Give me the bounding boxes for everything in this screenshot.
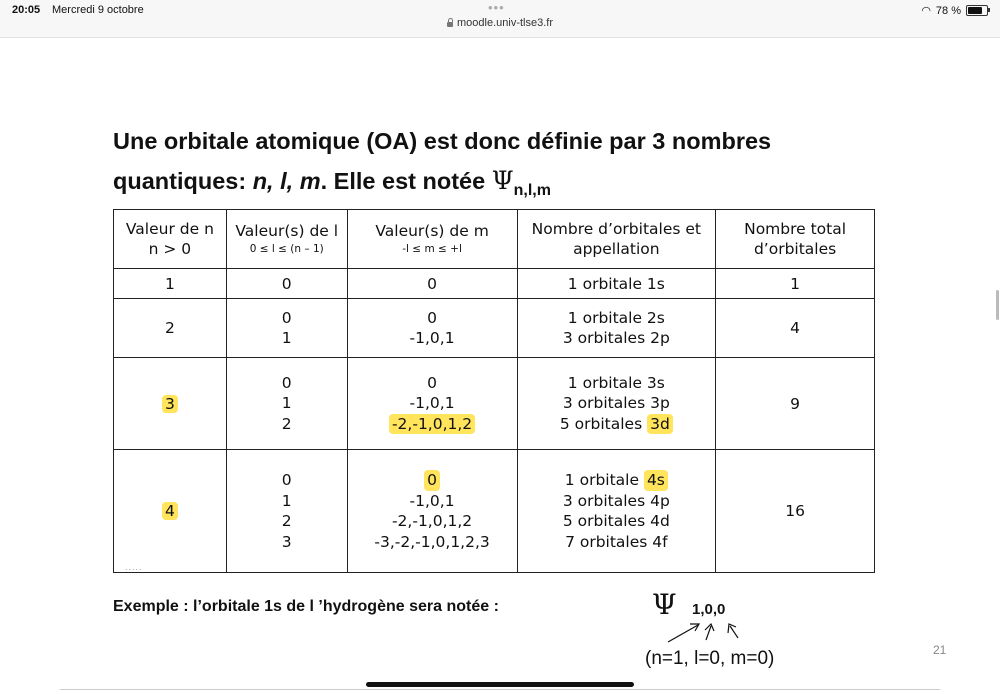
- highlighted-n: 4: [162, 502, 178, 520]
- footnote-dots: .....: [125, 562, 143, 572]
- cell-orbitals: 1 orbitale 4s 3 orbitales 4p 5 orbitales 4d 7 orbitales 4f: [517, 450, 716, 573]
- highlighted-3d: 3d: [647, 414, 673, 435]
- table-row: [114, 299, 875, 358]
- battery-fill: [968, 7, 982, 14]
- battery-icon: [966, 5, 988, 16]
- title-text-1: Une orbitale atomique (OA) est donc définie par 3 nombres quantiques:: [113, 128, 772, 194]
- cell-m: 0: [347, 269, 517, 299]
- wifi-icon: ◠: [921, 5, 931, 17]
- cell-total: 16: [716, 450, 875, 573]
- cell-total: 4: [716, 299, 875, 358]
- table-row: [114, 269, 875, 299]
- battery-percent: 78 %: [935, 4, 961, 17]
- status-bar: [0, 0, 1000, 38]
- cell-n: 2: [114, 299, 227, 358]
- psi-symbol: Ψ: [491, 166, 514, 195]
- cell-total: 9: [716, 358, 875, 450]
- slide-title: [113, 122, 873, 210]
- home-indicator[interactable]: [366, 682, 634, 687]
- title-italic: n, l, m: [252, 168, 321, 194]
- psi-subscript: n,l,m: [513, 182, 551, 199]
- title-text-2: . Elle est notée: [320, 168, 492, 194]
- url-text: moodle.univ-tlse3.fr: [457, 17, 553, 29]
- header-l: Valeur(s) de l 0 ≤ l ≤ (n – 1): [226, 210, 347, 269]
- cell-orbitals: 1 orbitale 1s: [517, 269, 716, 299]
- header-m: Valeur(s) de m -l ≤ m ≤ +l: [347, 210, 517, 269]
- cell-total: 1: [716, 269, 875, 299]
- table-row: [114, 450, 875, 573]
- header-n: Valeur de n n > 0: [114, 210, 227, 269]
- cell-m: 0 -1,0,1 -2,-1,0,1,2 -3,-2,-1,0,1,2,3: [347, 450, 517, 573]
- header-orbitals: Nombre d’orbitales et appellation: [517, 210, 716, 269]
- lock-icon: [447, 22, 453, 27]
- cell-l: 0 1 2: [226, 358, 347, 450]
- highlighted-m: -2,-1,0,1,2: [389, 414, 475, 435]
- cell-n: 1: [114, 269, 227, 299]
- example-label: Exemple : l’orbitale 1s de l ’hydrogène sera notée :: [113, 598, 499, 615]
- cell-m: 0 -1,0,1 -2,-1,0,1,2: [347, 358, 517, 450]
- arrows-icon: [662, 618, 752, 648]
- status-date: Mercredi 9 octobre: [52, 4, 144, 16]
- address-bar[interactable]: [0, 17, 1000, 29]
- table-header-row: [114, 210, 875, 269]
- scroll-indicator[interactable]: [996, 290, 999, 320]
- highlighted-m0: 0: [424, 470, 440, 491]
- cell-n: [114, 358, 227, 450]
- cell-l: 0 1 2 3: [226, 450, 347, 573]
- more-dots-icon[interactable]: •••: [488, 0, 505, 15]
- highlighted-n: 3: [162, 395, 178, 413]
- cell-l: 0: [226, 269, 347, 299]
- status-time: 20:05: [12, 4, 41, 16]
- example-psi-subscript: 1,0,0: [692, 601, 726, 618]
- cell-m: 0 -1,0,1: [347, 299, 517, 358]
- highlighted-4s: 4s: [644, 470, 668, 491]
- cell-l: 0 1: [226, 299, 347, 358]
- status-right: [921, 4, 988, 17]
- cell-orbitals: 1 orbitale 3s 3 orbitales 3p 5 orbitales 3d: [517, 358, 716, 450]
- example-psi-symbol: Ψ: [652, 588, 677, 621]
- page-number: 21: [933, 643, 947, 657]
- table-row: [114, 358, 875, 450]
- cell-orbitals: 1 orbitale 2s 3 orbitales 2p: [517, 299, 716, 358]
- page-divider: [60, 689, 940, 690]
- header-total: Nombre total d’orbitales: [716, 210, 875, 269]
- quantum-numbers-table: [113, 209, 875, 573]
- example-quantum-numbers: (n=1, l=0, m=0): [645, 648, 775, 669]
- cell-n: [114, 450, 227, 573]
